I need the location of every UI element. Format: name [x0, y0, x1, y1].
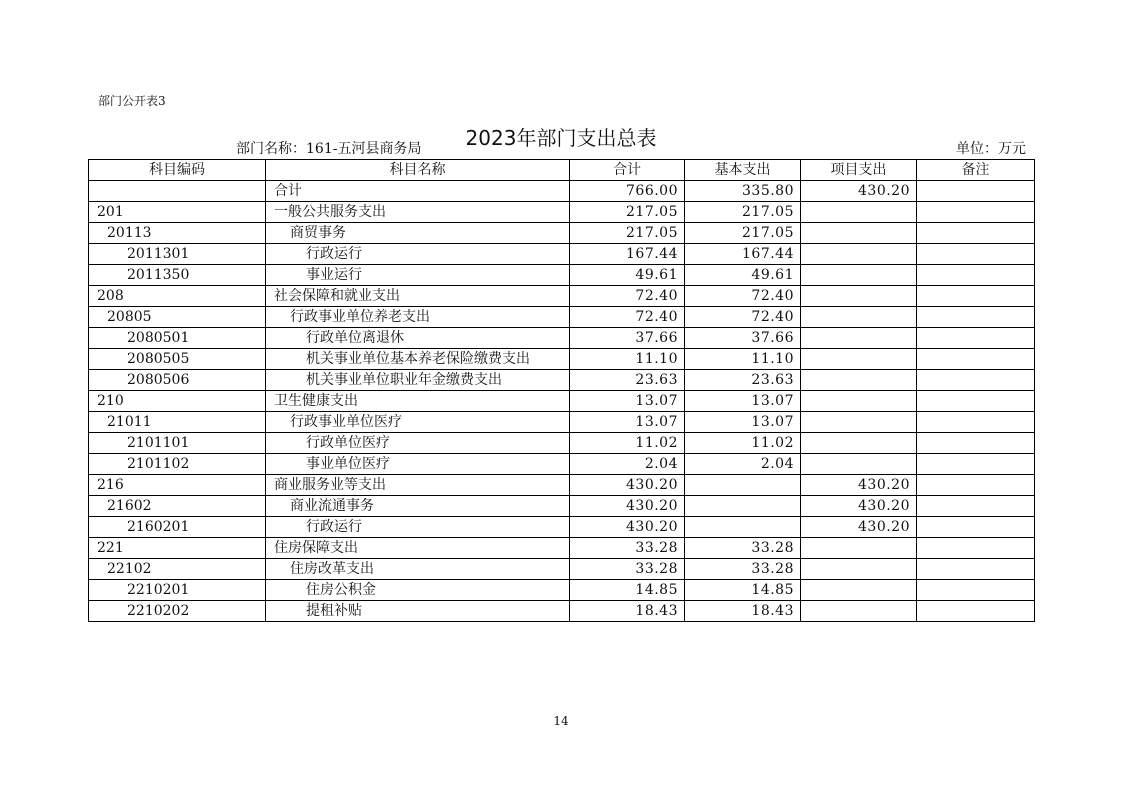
- cell-subject-name: 提租补贴: [266, 601, 570, 622]
- cell-remarks: [917, 475, 1035, 496]
- document-title: 2023年部门支出总表: [465, 126, 657, 151]
- cell-total: 766.00: [570, 181, 685, 202]
- table-row: [89, 559, 1035, 580]
- cell-remarks: [917, 517, 1035, 538]
- cell-basic-expenditure: 11.10: [685, 349, 801, 370]
- cell-remarks: [917, 223, 1035, 244]
- cell-remarks: [917, 412, 1035, 433]
- cell-subject-code: 2101102: [89, 454, 266, 475]
- cell-project-expenditure: [801, 433, 917, 454]
- page-number: 14: [553, 714, 569, 728]
- cell-project-expenditure: [801, 244, 917, 265]
- cell-subject-code: 2101101: [89, 433, 266, 454]
- header-subject-name: 科目名称: [266, 160, 570, 181]
- cell-remarks: [917, 202, 1035, 223]
- cell-total: 13.07: [570, 391, 685, 412]
- cell-subject-code: 2080501: [89, 328, 266, 349]
- cell-project-expenditure: [801, 223, 917, 244]
- cell-project-expenditure: [801, 307, 917, 328]
- table-row: [89, 580, 1035, 601]
- header-remarks: 备注: [917, 160, 1035, 181]
- cell-basic-expenditure: 13.07: [685, 412, 801, 433]
- table-row: [89, 475, 1035, 496]
- cell-subject-code: 210: [89, 391, 266, 412]
- cell-subject-code: 208: [89, 286, 266, 307]
- cell-basic-expenditure: 217.05: [685, 202, 801, 223]
- cell-remarks: [917, 433, 1035, 454]
- header-project-expenditure: 项目支出: [801, 160, 917, 181]
- cell-remarks: [917, 286, 1035, 307]
- cell-subject-name: 商贸事务: [266, 223, 570, 244]
- cell-subject-code: [89, 181, 266, 202]
- cell-total: 167.44: [570, 244, 685, 265]
- cell-remarks: [917, 580, 1035, 601]
- cell-subject-name: 事业运行: [266, 265, 570, 286]
- cell-total: 430.20: [570, 475, 685, 496]
- cell-basic-expenditure: 14.85: [685, 580, 801, 601]
- cell-project-expenditure: [801, 202, 917, 223]
- cell-subject-code: 201: [89, 202, 266, 223]
- cell-subject-name: 行政单位医疗: [266, 433, 570, 454]
- cell-basic-expenditure: 167.44: [685, 244, 801, 265]
- cell-project-expenditure: [801, 328, 917, 349]
- cell-project-expenditure: [801, 538, 917, 559]
- cell-project-expenditure: [801, 391, 917, 412]
- cell-subject-code: 2210202: [89, 601, 266, 622]
- cell-remarks: [917, 496, 1035, 517]
- table-row: [89, 496, 1035, 517]
- cell-subject-name: 行政单位离退休: [266, 328, 570, 349]
- cell-basic-expenditure: 18.43: [685, 601, 801, 622]
- table-row: [89, 307, 1035, 328]
- cell-basic-expenditure: 72.40: [685, 286, 801, 307]
- cell-remarks: [917, 601, 1035, 622]
- cell-total: 430.20: [570, 517, 685, 538]
- cell-remarks: [917, 559, 1035, 580]
- cell-project-expenditure: [801, 559, 917, 580]
- cell-subject-code: 21602: [89, 496, 266, 517]
- table-row: [89, 223, 1035, 244]
- cell-project-expenditure: 430.20: [801, 496, 917, 517]
- cell-basic-expenditure: 2.04: [685, 454, 801, 475]
- cell-subject-code: 221: [89, 538, 266, 559]
- document-label: 部门公开表3: [98, 94, 166, 108]
- cell-basic-expenditure: 13.07: [685, 391, 801, 412]
- cell-project-expenditure: [801, 265, 917, 286]
- cell-subject-code: 21011: [89, 412, 266, 433]
- cell-project-expenditure: [801, 370, 917, 391]
- cell-project-expenditure: [801, 349, 917, 370]
- cell-project-expenditure: 430.20: [801, 475, 917, 496]
- table-body: [89, 181, 1035, 622]
- cell-total: 37.66: [570, 328, 685, 349]
- table-row: [89, 370, 1035, 391]
- cell-subject-code: 2080505: [89, 349, 266, 370]
- cell-remarks: [917, 538, 1035, 559]
- cell-project-expenditure: 430.20: [801, 181, 917, 202]
- cell-basic-expenditure: 217.05: [685, 223, 801, 244]
- cell-subject-code: 22102: [89, 559, 266, 580]
- cell-subject-name: 商业服务业等支出: [266, 475, 570, 496]
- cell-basic-expenditure: 33.28: [685, 538, 801, 559]
- cell-subject-name: 行政运行: [266, 244, 570, 265]
- cell-basic-expenditure: 33.28: [685, 559, 801, 580]
- cell-subject-name: 事业单位医疗: [266, 454, 570, 475]
- cell-basic-expenditure: 37.66: [685, 328, 801, 349]
- cell-remarks: [917, 370, 1035, 391]
- cell-remarks: [917, 391, 1035, 412]
- table-row: [89, 391, 1035, 412]
- table-row: [89, 517, 1035, 538]
- cell-remarks: [917, 181, 1035, 202]
- cell-basic-expenditure: 49.61: [685, 265, 801, 286]
- cell-subject-name: 商业流通事务: [266, 496, 570, 517]
- table-header-row: [89, 160, 1035, 181]
- cell-subject-name: 行政事业单位医疗: [266, 412, 570, 433]
- cell-total: 2.04: [570, 454, 685, 475]
- cell-subject-name: 住房保障支出: [266, 538, 570, 559]
- cell-subject-code: 20805: [89, 307, 266, 328]
- cell-basic-expenditure: 23.63: [685, 370, 801, 391]
- unit-label: 单位：万元: [956, 141, 1026, 157]
- cell-total: 11.02: [570, 433, 685, 454]
- cell-project-expenditure: [801, 601, 917, 622]
- table-row: [89, 328, 1035, 349]
- cell-subject-name: 行政事业单位养老支出: [266, 307, 570, 328]
- cell-subject-name: 卫生健康支出: [266, 391, 570, 412]
- table-row: [89, 265, 1035, 286]
- table-row: [89, 538, 1035, 559]
- cell-subject-name: 行政运行: [266, 517, 570, 538]
- cell-remarks: [917, 265, 1035, 286]
- table-row: [89, 412, 1035, 433]
- cell-basic-expenditure: 335.80: [685, 181, 801, 202]
- cell-subject-name: 住房改革支出: [266, 559, 570, 580]
- cell-project-expenditure: [801, 454, 917, 475]
- cell-total: 33.28: [570, 538, 685, 559]
- table-row: [89, 349, 1035, 370]
- cell-basic-expenditure: [685, 517, 801, 538]
- header-subject-code: 科目编码: [89, 160, 266, 181]
- cell-total: 430.20: [570, 496, 685, 517]
- cell-project-expenditure: 430.20: [801, 517, 917, 538]
- cell-remarks: [917, 307, 1035, 328]
- cell-total: 23.63: [570, 370, 685, 391]
- cell-total: 72.40: [570, 307, 685, 328]
- cell-subject-code: 2011301: [89, 244, 266, 265]
- cell-basic-expenditure: 11.02: [685, 433, 801, 454]
- cell-total: 33.28: [570, 559, 685, 580]
- cell-subject-code: 2080506: [89, 370, 266, 391]
- cell-subject-code: 20113: [89, 223, 266, 244]
- cell-basic-expenditure: [685, 475, 801, 496]
- expenditure-table: [88, 159, 1035, 622]
- cell-subject-name: 机关事业单位基本养老保险缴费支出: [266, 349, 570, 370]
- cell-total: 72.40: [570, 286, 685, 307]
- table-row: [89, 454, 1035, 475]
- cell-project-expenditure: [801, 286, 917, 307]
- header-basic-expenditure: 基本支出: [685, 160, 801, 181]
- cell-subject-code: 2210201: [89, 580, 266, 601]
- table-row: [89, 202, 1035, 223]
- cell-subject-name: 一般公共服务支出: [266, 202, 570, 223]
- cell-project-expenditure: [801, 580, 917, 601]
- table-row: [89, 601, 1035, 622]
- cell-remarks: [917, 328, 1035, 349]
- cell-total: 217.05: [570, 202, 685, 223]
- cell-subject-code: 216: [89, 475, 266, 496]
- table-row: [89, 433, 1035, 454]
- department-name: 部门名称：161-五河县商务局: [236, 141, 422, 157]
- cell-subject-code: 2011350: [89, 265, 266, 286]
- cell-total: 49.61: [570, 265, 685, 286]
- cell-basic-expenditure: [685, 496, 801, 517]
- cell-subject-code: 2160201: [89, 517, 266, 538]
- cell-basic-expenditure: 72.40: [685, 307, 801, 328]
- table-row: [89, 181, 1035, 202]
- cell-remarks: [917, 349, 1035, 370]
- cell-total: 14.85: [570, 580, 685, 601]
- cell-total: 18.43: [570, 601, 685, 622]
- table-row: [89, 244, 1035, 265]
- cell-project-expenditure: [801, 412, 917, 433]
- cell-subject-name: 社会保障和就业支出: [266, 286, 570, 307]
- cell-subject-name: 机关事业单位职业年金缴费支出: [266, 370, 570, 391]
- cell-subject-name: 住房公积金: [266, 580, 570, 601]
- cell-total: 11.10: [570, 349, 685, 370]
- cell-total: 217.05: [570, 223, 685, 244]
- cell-remarks: [917, 454, 1035, 475]
- header-total: 合计: [570, 160, 685, 181]
- cell-subject-name: 合计: [266, 181, 570, 202]
- cell-remarks: [917, 244, 1035, 265]
- table-row: [89, 286, 1035, 307]
- cell-total: 13.07: [570, 412, 685, 433]
